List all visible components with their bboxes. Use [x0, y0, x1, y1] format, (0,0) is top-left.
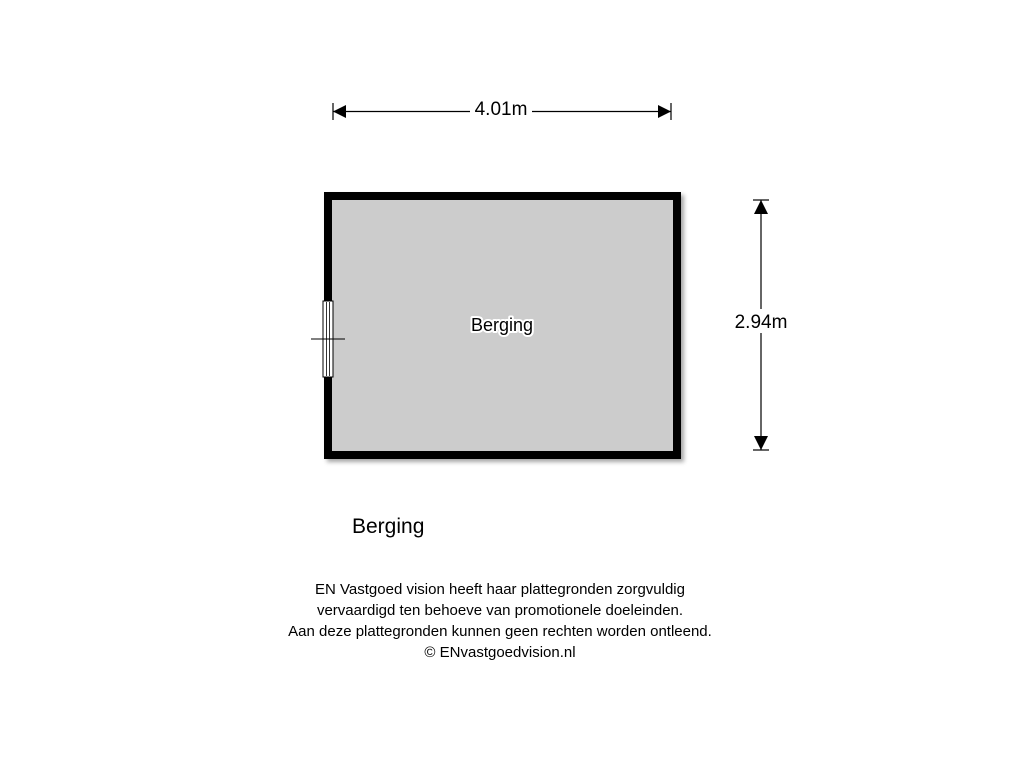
height-dimension: [735, 200, 788, 450]
width-dimension-arrow-right: [658, 105, 671, 118]
floor-title: Berging: [352, 515, 425, 538]
width-dimension-arrow-left: [333, 105, 346, 118]
width-dimension-label: 4.01m: [474, 99, 528, 120]
width-dimension: [333, 99, 671, 120]
height-dimension-label: 2.94m: [734, 312, 788, 333]
disclaimer-line: vervaardigd ten behoeve van promotionele doeleinden.: [316, 602, 684, 619]
room-berging: [311, 192, 681, 459]
room-label: Berging: [470, 315, 534, 335]
height-dimension-arrow-top: [754, 200, 768, 214]
height-dimension-arrow-bottom: [754, 436, 768, 450]
disclaimer: [0, 579, 1000, 663]
disclaimer-line: EN Vastgoed vision heeft haar plattegronden zorgvuldig: [315, 581, 685, 598]
copyright-line: © ENvastgoedvision.nl: [424, 644, 576, 661]
disclaimer-line: Aan deze plattegronden kunnen geen rechten worden ontleend.: [288, 623, 712, 640]
